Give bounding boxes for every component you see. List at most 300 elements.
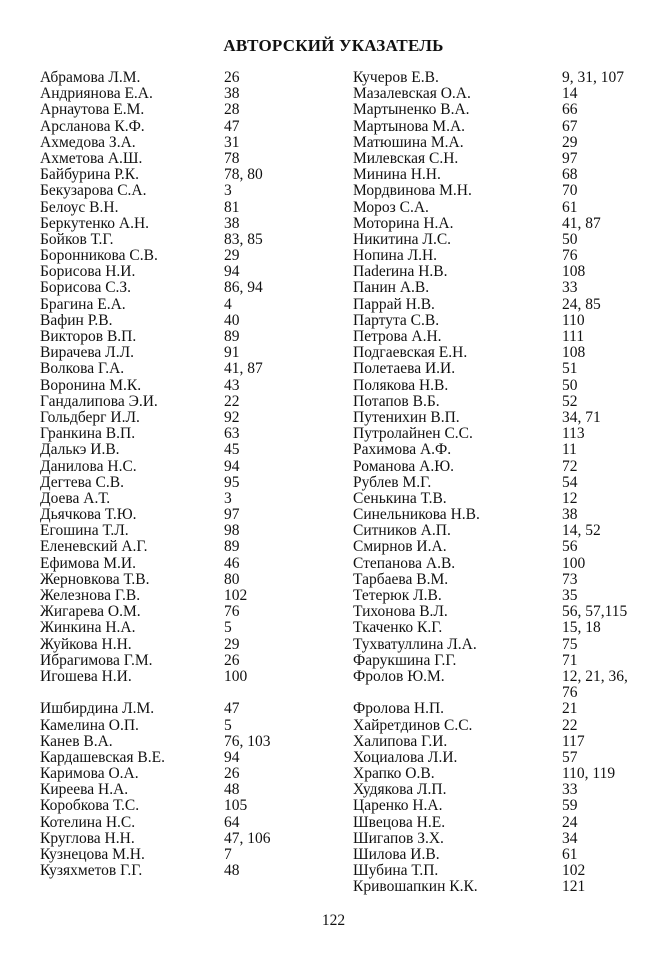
page-refs: 50 — [562, 230, 578, 248]
page-refs: 97 — [224, 506, 240, 524]
author-name: Бойков Т.Г. — [40, 230, 114, 248]
index-entry — [40, 378, 330, 394]
page-refs: 4 — [224, 295, 232, 313]
page-refs: 45 — [224, 441, 240, 459]
author-name: Киреева Н.А. — [40, 781, 129, 799]
author-name: Мартынова М.А. — [353, 117, 466, 135]
page-number: 122 — [321, 912, 346, 929]
author-name: Ишбирдина Л.М. — [40, 700, 155, 718]
index-entry — [353, 734, 653, 750]
author-name: Жигарева О.М. — [40, 603, 141, 621]
index-entry — [353, 475, 653, 491]
author-name: Ахмедова З.А. — [40, 133, 136, 151]
author-name: Потапов В.Б. — [353, 392, 440, 410]
page-refs: 52 — [562, 392, 578, 410]
page-refs: 48 — [224, 781, 240, 799]
page-refs: 46 — [224, 554, 240, 572]
page-refs: 76 — [562, 247, 578, 265]
author-name: Смирнов И.А. — [353, 538, 447, 556]
page-refs: 34 — [562, 829, 578, 847]
index-entry — [353, 637, 653, 653]
author-name: Борисова С.З. — [40, 279, 132, 297]
author-name: Синельникова Н.В. — [353, 506, 480, 524]
page-refs: 89 — [224, 328, 240, 345]
page-refs: 86, 94 — [224, 279, 263, 297]
index-entry — [40, 313, 330, 329]
author-name: Еленевский А.Г. — [40, 538, 148, 556]
author-name: Кардашевская В.Е. — [40, 748, 165, 766]
author-name: Боронникова С.В. — [40, 247, 158, 265]
author-name: Паderина Н.В. — [353, 263, 448, 281]
page-refs: 57 — [562, 748, 578, 766]
index-entry — [353, 701, 653, 717]
index-entry — [353, 815, 653, 831]
author-name: Тухватуллина Л.А. — [353, 635, 477, 653]
author-name: Полякова Н.В. — [353, 376, 449, 394]
author-name: Шигапов З.Х. — [353, 829, 444, 847]
index-entry — [353, 620, 653, 636]
index-entry — [40, 604, 330, 620]
author-name: Кузяхметов Г.Г. — [40, 862, 143, 880]
index-entry — [353, 232, 653, 248]
author-name: Жинкина Н.А. — [40, 619, 136, 637]
page-refs: 40 — [224, 311, 240, 329]
page-refs: 71 — [562, 651, 578, 669]
index-entry — [353, 361, 653, 377]
index-entry — [40, 766, 330, 782]
author-name: Мордвинова М.Н. — [353, 182, 472, 200]
index-entry — [353, 459, 653, 475]
index-entry — [353, 248, 653, 264]
page-refs: 14, 52 — [562, 522, 601, 540]
index-entry — [40, 798, 330, 814]
author-name: Хайретдинов С.С. — [353, 716, 473, 734]
page-refs: 56, 57,115 — [562, 603, 628, 621]
author-name: Подгаевская Е.Н. — [353, 344, 468, 362]
page-refs: 83, 85 — [224, 230, 263, 248]
index-entry — [40, 167, 330, 183]
index-entry — [40, 361, 330, 377]
page-refs: 33 — [562, 279, 578, 297]
page-refs: 54 — [562, 473, 578, 491]
index-entry — [353, 653, 653, 669]
index-entry — [353, 313, 653, 329]
page-refs: 38 — [224, 214, 240, 232]
index-entry — [40, 410, 330, 426]
author-name: Котелина Н.С. — [40, 813, 136, 831]
author-name: Жуйкова Н.Н. — [40, 635, 132, 653]
page-refs: 38 — [562, 506, 578, 524]
index-entry — [353, 297, 653, 313]
index-entry — [40, 102, 330, 118]
author-name: Шубина Т.П. — [353, 862, 439, 880]
author-name: Андриянова Е.А. — [40, 85, 153, 103]
page-refs: 70 — [562, 182, 578, 200]
index-entry — [40, 119, 330, 135]
author-name: Царенко Н.А. — [353, 797, 443, 815]
index-entry — [40, 70, 330, 86]
index-entry — [353, 442, 653, 458]
page-refs: 47, 106 — [224, 829, 271, 847]
author-name: Гандалипова Э.И. — [40, 392, 158, 410]
index-entry — [40, 572, 330, 588]
page-refs: 67 — [562, 117, 578, 135]
author-name: Гольдберг И.Л. — [40, 408, 140, 426]
index-entry — [353, 280, 653, 296]
index-entry — [40, 151, 330, 167]
page-refs: 64 — [224, 813, 240, 831]
author-name: Милевская С.Н. — [353, 149, 459, 167]
index-entry — [40, 523, 330, 539]
page-refs: 91 — [224, 344, 240, 362]
page-refs: 76 — [224, 603, 240, 621]
author-name: Арсланова К.Ф. — [40, 117, 145, 135]
index-entry — [40, 280, 330, 296]
page-refs: 11 — [562, 441, 577, 459]
index-entry — [353, 831, 653, 847]
author-name: Романова А.Ю. — [353, 457, 455, 475]
author-name — [353, 685, 562, 701]
author-name: Швецова Н.Е. — [353, 813, 446, 831]
index-entry — [40, 264, 330, 280]
index-entry — [353, 345, 653, 361]
index-entry — [353, 151, 653, 167]
author-name: Абрамова Л.М. — [40, 69, 141, 86]
author-name: Гранкина В.П. — [40, 425, 136, 443]
index-entry — [353, 394, 653, 410]
index-entry — [353, 572, 653, 588]
page-refs: 22 — [562, 716, 578, 734]
index-entry — [353, 216, 653, 232]
author-name: Матюшина М.А. — [353, 133, 464, 151]
author-name: Шилова И.В. — [353, 846, 440, 863]
index-entry — [353, 200, 653, 216]
author-name: Егошина Т.Л. — [40, 522, 129, 540]
index-entry — [40, 637, 330, 653]
index-entry — [40, 507, 330, 523]
page-refs: 12, 21, 36, — [562, 667, 628, 685]
index-entry — [40, 135, 330, 151]
author-name: Ахметова А.Ш. — [40, 149, 143, 167]
page-refs: 102 — [224, 587, 248, 604]
page-refs: 75 — [562, 635, 578, 653]
author-name: Железнова Г.В. — [40, 587, 141, 604]
page-refs: 3 — [224, 489, 232, 507]
author-name: Фролова Н.П. — [353, 700, 445, 718]
index-entry — [40, 475, 330, 491]
page-refs: 61 — [562, 846, 578, 863]
page-refs: 80 — [224, 570, 240, 588]
author-name: Канев В.А. — [40, 732, 113, 750]
index-entry — [40, 620, 330, 636]
page-refs: 95 — [224, 473, 240, 491]
index-entry — [40, 750, 330, 766]
index-entry — [40, 232, 330, 248]
index-entry — [40, 863, 330, 879]
page-refs: 29 — [562, 133, 578, 151]
page-refs: 98 — [224, 522, 240, 540]
page-title: АВТОРСКИЙ УКАЗАТЕЛЬ — [223, 36, 444, 55]
index-entry — [40, 216, 330, 232]
page-refs: 97 — [562, 149, 578, 167]
index-entry — [40, 459, 330, 475]
page-refs: 61 — [562, 198, 578, 216]
author-name: Коробкова Т.С. — [40, 797, 140, 815]
index-entry — [40, 345, 330, 361]
author-name: Дегтева С.В. — [40, 473, 124, 491]
page-refs: 5 — [224, 619, 232, 637]
page-refs: 94 — [224, 748, 240, 766]
author-name: Воронина М.К. — [40, 376, 142, 394]
index-entry — [40, 701, 330, 717]
author-name: Панин А.В. — [353, 279, 430, 297]
author-name: Мороз С.А. — [353, 198, 429, 216]
index-entry — [40, 847, 330, 863]
page-refs: 89 — [224, 538, 240, 556]
index-entry — [40, 200, 330, 216]
index-entry — [40, 653, 330, 669]
author-name: Байбурина Р.К. — [40, 166, 139, 184]
author-name: Данилова Н.С. — [40, 457, 137, 475]
author-name: Нопина Л.Н. — [353, 247, 438, 265]
author-name: Жерновкова Т.В. — [40, 570, 150, 588]
index-entry — [353, 685, 653, 701]
author-name: Бекузарова С.А. — [40, 182, 147, 200]
author-name: Минина Н.Н. — [353, 166, 441, 184]
index-entry — [353, 378, 653, 394]
author-name: Фролов Ю.М. — [353, 667, 445, 685]
page-refs: 29 — [224, 247, 240, 265]
page-refs: 41, 87 — [562, 214, 601, 232]
author-name: Круглова Н.Н. — [40, 829, 135, 847]
index-entry — [353, 507, 653, 523]
page-refs: 9, 31, 107 — [562, 69, 624, 86]
index-entry — [40, 248, 330, 264]
page-refs: 73 — [562, 570, 578, 588]
page-refs: 26 — [224, 651, 240, 669]
author-name: Вафин Р.В. — [40, 311, 113, 329]
index-entry — [353, 70, 653, 86]
page-refs: 50 — [562, 376, 578, 394]
page-refs: 105 — [224, 797, 248, 815]
index-entry — [40, 394, 330, 410]
author-name: Дьячкова Т.Ю. — [40, 506, 137, 524]
page-refs: 66 — [562, 101, 578, 119]
page-refs: 76, 103 — [224, 732, 271, 750]
index-entry — [353, 264, 653, 280]
index-entry — [40, 329, 330, 345]
index-entry — [353, 183, 653, 199]
page-refs: 26 — [224, 765, 240, 783]
index-entry — [353, 669, 653, 685]
page-refs: 26 — [224, 69, 240, 86]
author-name: Мазалевская О.А. — [353, 85, 471, 103]
author-name: Далькэ И.В. — [40, 441, 120, 459]
author-name: Паррай Н.В. — [353, 295, 435, 313]
index-entry — [353, 491, 653, 507]
index-entry — [40, 685, 330, 701]
page-refs: 28 — [224, 101, 240, 119]
index-entry — [353, 847, 653, 863]
page-refs: 100 — [224, 667, 248, 685]
index-entry — [353, 879, 653, 895]
author-name: Викторов В.П. — [40, 328, 137, 345]
index-entry — [40, 588, 330, 604]
author-name: Петрова А.Н. — [353, 328, 442, 345]
index-entry — [40, 86, 330, 102]
index-entry — [353, 798, 653, 814]
page-refs: 56 — [562, 538, 578, 556]
author-name: Ситников А.П. — [353, 522, 451, 540]
index-entry — [40, 831, 330, 847]
page-refs: 110 — [562, 311, 585, 329]
page-refs: 34, 71 — [562, 408, 601, 426]
index-entry — [353, 102, 653, 118]
author-name: Худякова Л.П. — [353, 781, 447, 799]
index-entry — [40, 426, 330, 442]
author-column-left — [40, 70, 330, 879]
author-name: Тетерюк Л.В. — [353, 587, 442, 604]
author-name: Тихонова В.Л. — [353, 603, 448, 621]
index-entry — [353, 167, 653, 183]
index-entry — [353, 135, 653, 151]
author-name — [40, 685, 224, 701]
index-entry — [40, 782, 330, 798]
index-entry — [353, 329, 653, 345]
page-refs: 38 — [224, 85, 240, 103]
author-column-right — [353, 70, 653, 896]
page-refs: 7 — [224, 846, 232, 863]
author-name: Каримова О.А. — [40, 765, 139, 783]
index-entry — [353, 718, 653, 734]
page-refs: 47 — [224, 117, 240, 135]
index-entry — [353, 410, 653, 426]
author-name: Путенихин В.П. — [353, 408, 460, 426]
page-refs: 68 — [562, 166, 578, 184]
author-name: Ибрагимова Г.М. — [40, 651, 153, 669]
page-refs: 111 — [562, 328, 585, 345]
author-name: Фарукшина Г.Г. — [353, 651, 457, 669]
author-name: Путролайнен С.С. — [353, 425, 473, 443]
page-refs: 29 — [224, 635, 240, 653]
author-name: Белоус В.Н. — [40, 198, 119, 216]
page-refs: 108 — [562, 263, 586, 281]
index-entry — [353, 782, 653, 798]
page-refs: 117 — [562, 732, 585, 750]
index-entry — [40, 539, 330, 555]
page-refs: 5 — [224, 716, 232, 734]
page-refs: 48 — [224, 862, 240, 880]
index-entry — [40, 491, 330, 507]
page-refs: 41, 87 — [224, 360, 263, 378]
page-refs: 24 — [562, 813, 578, 831]
author-name: Тарбаева В.М. — [353, 570, 449, 588]
page-refs: 12 — [562, 489, 578, 507]
page-refs: 35 — [562, 587, 578, 604]
page-refs: 78 — [224, 149, 240, 167]
author-name: Доева А.Т. — [40, 489, 111, 507]
page-refs: 31 — [224, 133, 240, 151]
index-entry — [353, 588, 653, 604]
author-name: Полетаева И.И. — [353, 360, 456, 378]
author-name: Вирачева Л.Л. — [40, 344, 134, 362]
author-name: Никитина Л.С. — [353, 230, 452, 248]
page-refs: 92 — [224, 408, 240, 426]
author-name: Мартыненко В.А. — [353, 101, 470, 119]
page-refs: 102 — [562, 862, 586, 880]
page-refs: 3 — [224, 182, 232, 200]
page-refs: 100 — [562, 554, 586, 572]
index-entry — [353, 539, 653, 555]
page-refs: 94 — [224, 457, 240, 475]
page-refs: 21 — [562, 700, 578, 718]
index-entry — [353, 750, 653, 766]
page-refs: 72 — [562, 457, 578, 475]
author-name: Борисова Н.И. — [40, 263, 136, 281]
author-name: Халипова Г.И. — [353, 732, 448, 750]
page-refs: 63 — [224, 425, 240, 443]
author-name: Храпко О.В. — [353, 765, 435, 783]
index-entry — [40, 556, 330, 572]
author-name: Кучеров Е.В. — [353, 69, 439, 86]
page-refs: 59 — [562, 797, 578, 815]
page-refs: 113 — [562, 425, 585, 443]
author-name: Камелина О.П. — [40, 716, 139, 734]
index-entry — [353, 556, 653, 572]
index-entry — [40, 718, 330, 734]
index-entry — [40, 734, 330, 750]
index-entry — [40, 442, 330, 458]
page-refs: 24, 85 — [562, 295, 601, 313]
author-name: Ефимова М.И. — [40, 554, 136, 572]
author-name: Ткаченко К.Г. — [353, 619, 443, 637]
author-name: Игошева Н.И. — [40, 667, 132, 685]
index-entry — [353, 86, 653, 102]
index-entry — [40, 669, 330, 685]
author-name: Сенькина Т.В. — [353, 489, 447, 507]
author-name: Брагина Е.А. — [40, 295, 126, 313]
author-name: Арнаутова Е.М. — [40, 101, 145, 119]
author-name: Кузнецова М.Н. — [40, 846, 145, 863]
author-name: Степанова А.В. — [353, 554, 456, 572]
page-refs: 110, 119 — [562, 765, 616, 783]
index-entry — [40, 183, 330, 199]
page-refs: 15, 18 — [562, 619, 601, 637]
author-name: Кривошапкин К.К. — [353, 878, 478, 896]
page-refs: 121 — [562, 878, 586, 896]
author-name: Рублев М.Г. — [353, 473, 432, 491]
page-refs: 33 — [562, 781, 578, 799]
index-entry — [353, 426, 653, 442]
index-entry — [353, 523, 653, 539]
author-name: Волкова Г.А. — [40, 360, 125, 378]
page-refs: 43 — [224, 376, 240, 394]
index-entry — [353, 766, 653, 782]
page-refs: 94 — [224, 263, 240, 281]
index-entry — [353, 604, 653, 620]
page-refs: 22 — [224, 392, 240, 410]
index-entry — [40, 815, 330, 831]
index-entry — [40, 297, 330, 313]
page-refs: 108 — [562, 344, 586, 362]
index-entry — [353, 119, 653, 135]
page-refs — [224, 685, 330, 701]
page-refs: 51 — [562, 360, 578, 378]
author-name: Беркутенко А.Н. — [40, 214, 150, 232]
page-refs: 81 — [224, 198, 240, 216]
index-entry — [353, 863, 653, 879]
author-name: Моторина Н.А. — [353, 214, 454, 232]
